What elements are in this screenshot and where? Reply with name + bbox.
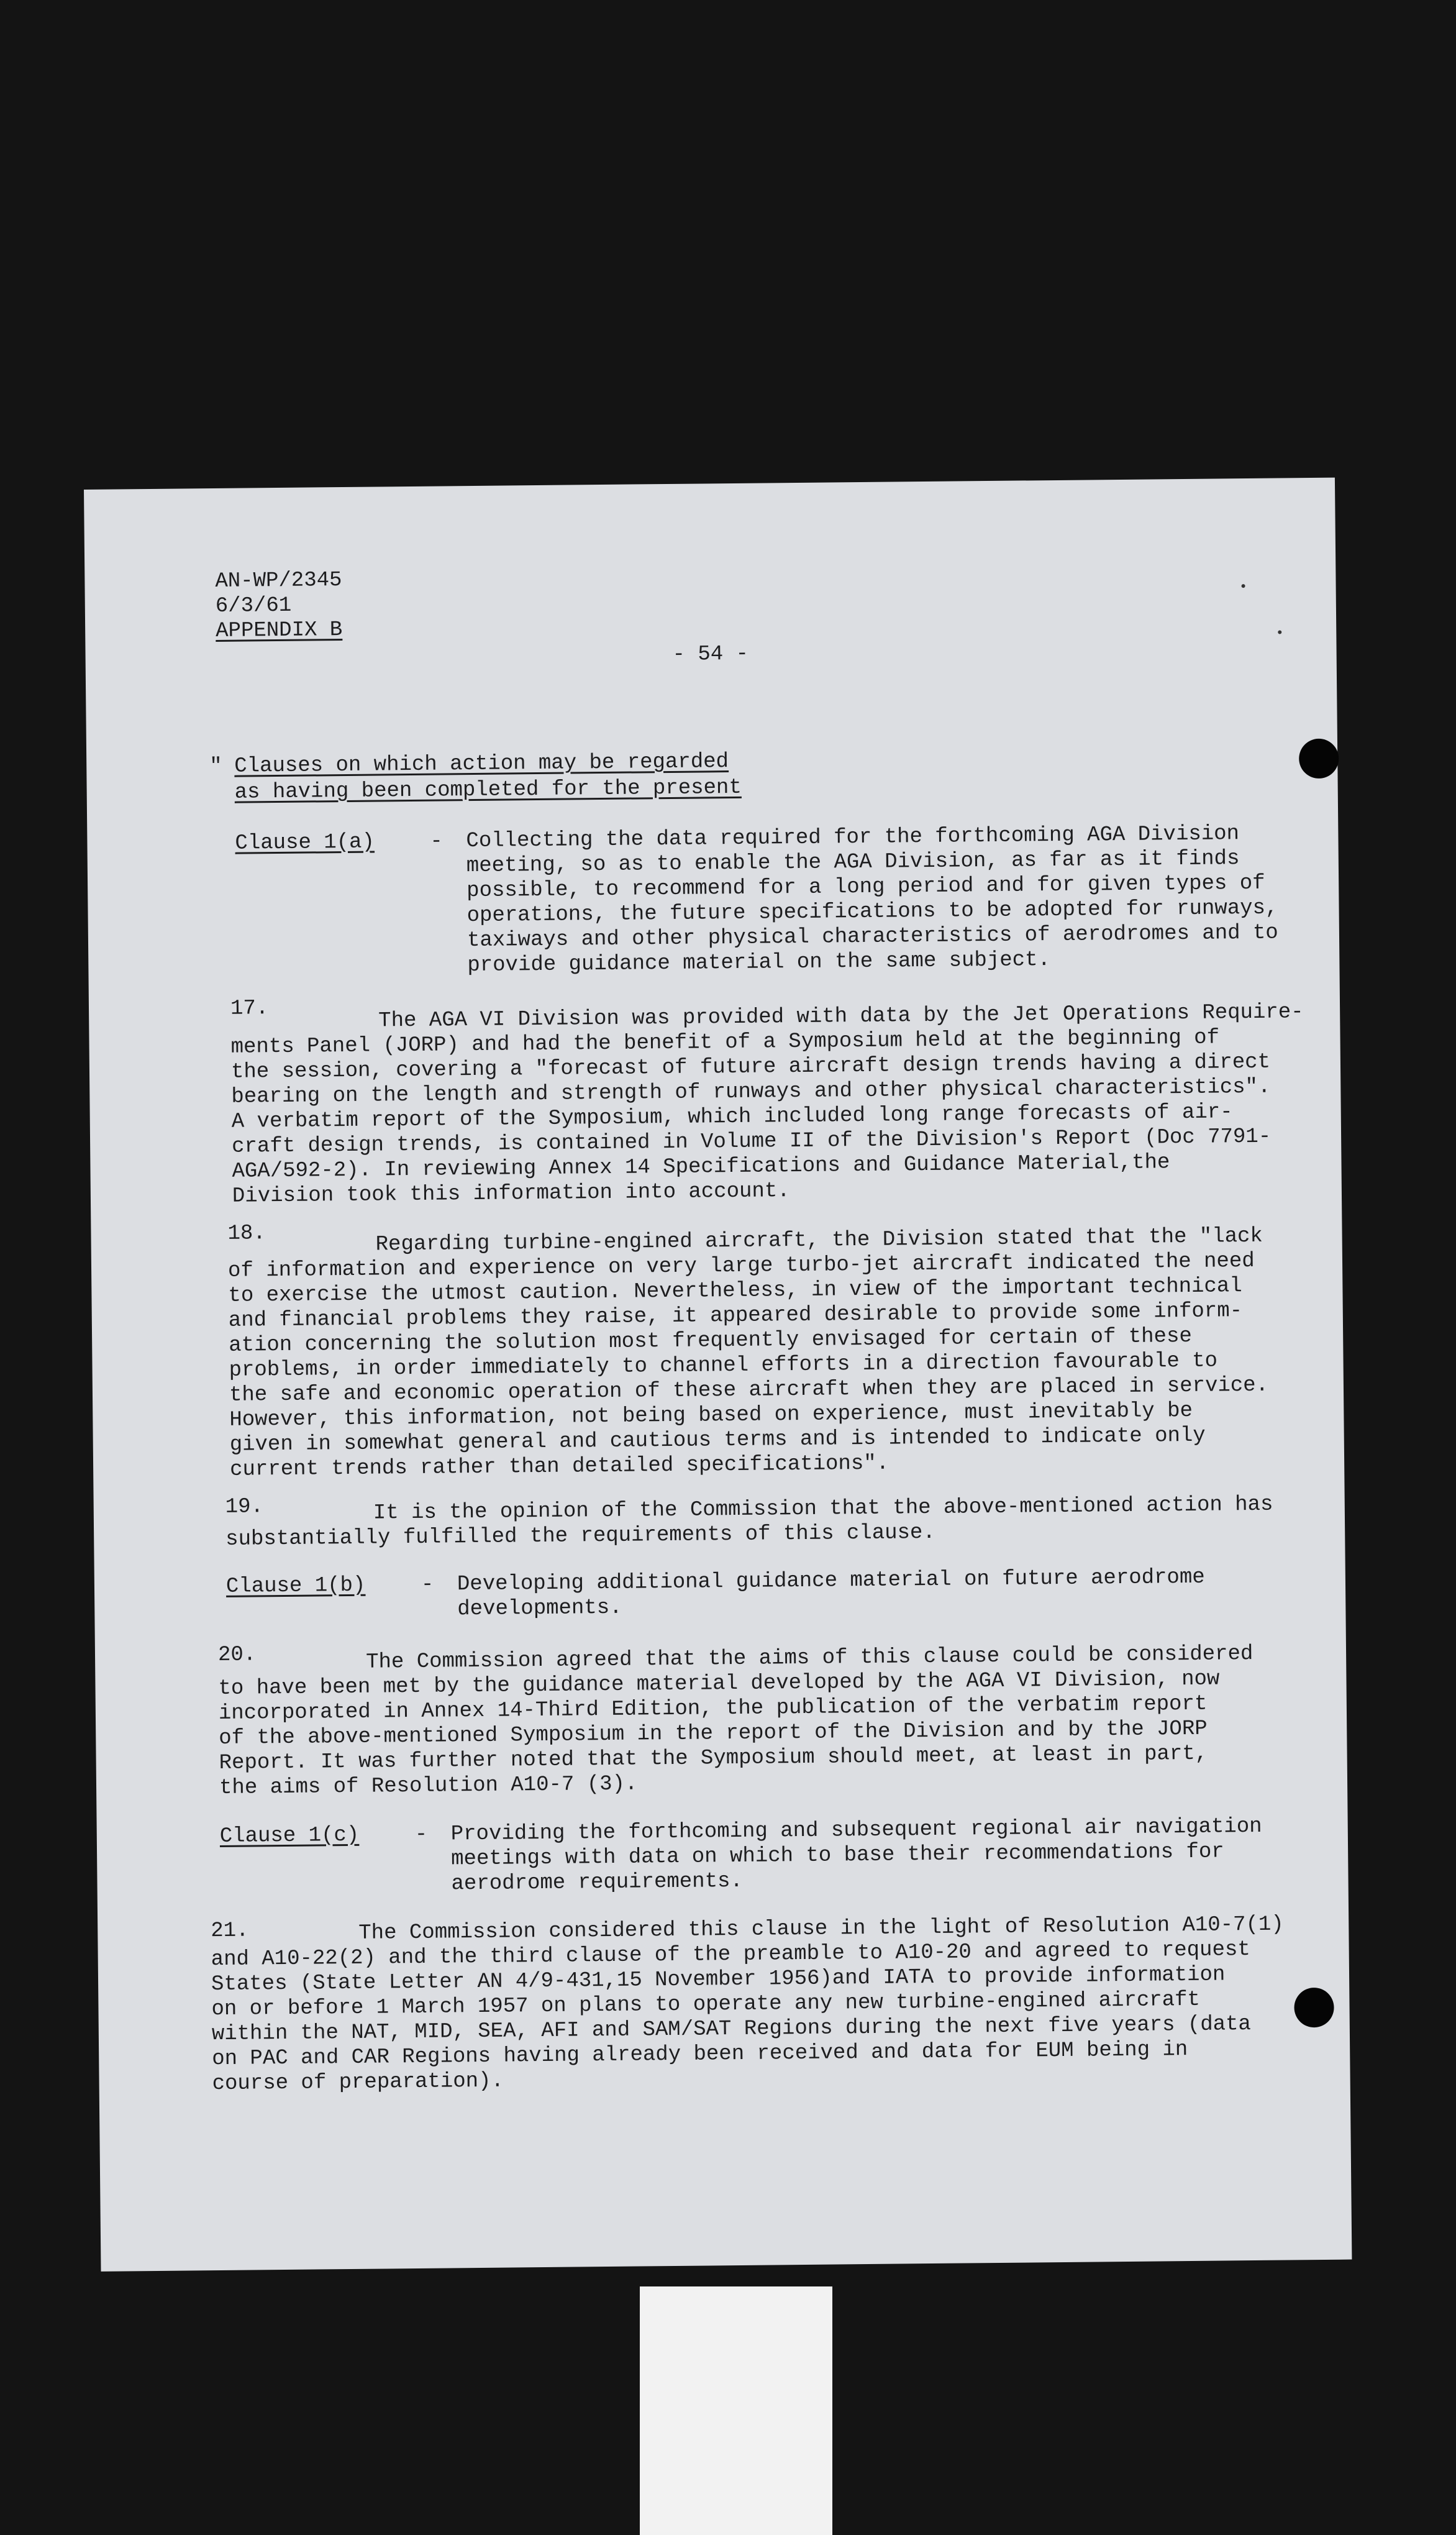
paragraph-18-line: given in somewhat general and cautious terms and is intended to indicate only [229, 1423, 1206, 1457]
paragraph-17-line: Division took this information into account. [232, 1179, 790, 1208]
paragraph-19-number: 19. [225, 1495, 264, 1519]
paragraph-21-line: States (State Letter AN 4/9-431,15 November 1956)and IATA to provide information [211, 1963, 1226, 1997]
paragraph-18-number: 18. [227, 1222, 266, 1246]
paragraph-20-line: of the above-mentioned Symposium in the report of the Division and by the JORP [219, 1717, 1208, 1751]
clause-a-line: possible, to recommend for a long period and for given types of [466, 871, 1265, 903]
clause-b-dash: - [421, 1573, 434, 1597]
clause-a-label: Clause 1(a) [235, 830, 375, 856]
clause-a-line: provide guidance material on the same subject. [467, 948, 1051, 978]
paragraph-17-line: the session, covering a "forecast of future aircraft design trends having a direct [230, 1050, 1271, 1084]
clause-a-line: Collecting the data required for the forthcoming AGA Division [466, 822, 1240, 854]
clause-a-line: operations, the future specifications to be adopted for runways, [466, 896, 1278, 928]
clause-b-line: developments. [457, 1596, 622, 1622]
paragraph-19-line: substantially fulfilled the requirements of this clause. [225, 1520, 935, 1551]
paragraph-18-line: Regarding turbine-engined aircraft, the Division stated that the "lack [375, 1224, 1263, 1257]
clause-b-line: Developing additional guidance material on future aerodrome [457, 1565, 1205, 1597]
punch-hole-bottom [1294, 1988, 1334, 2028]
clause-c-line: Providing the forthcoming and subsequent regional air navigation [450, 1814, 1262, 1847]
paragraph-17-line: ments Panel (JORP) and had the benefit of a Symposium held at the beginning of [230, 1026, 1220, 1059]
paragraph-21-line: on PAC and CAR Regions having already been received and data for EUM being in [212, 2038, 1188, 2071]
clause-a-line: meeting, so as to enable the AGA Division, as far as it finds [466, 847, 1240, 879]
paragraph-20-number: 20. [217, 1643, 257, 1668]
paragraph-21-line: and A10-22(2) and the third clause of the preamble to A10-20 and agreed to request [211, 1938, 1250, 1972]
paragraph-20-line: to have been met by the guidance material developed by the AGA VI Division, now [218, 1667, 1220, 1701]
clause-a-dash: - [430, 829, 444, 854]
appendix-label: APPENDIX B [216, 618, 343, 643]
speck-mark [1242, 584, 1245, 588]
paragraph-18-line: to exercise the utmost caution. Nevertheless, in view of the important technical [228, 1274, 1242, 1308]
paragraph-17-line: A verbatim report of the Symposium, which included long range forecasts of air- [231, 1100, 1233, 1134]
section-title-line-1: Clauses on which action may be regarded [234, 750, 729, 779]
paragraph-18-line: and financial problems they raise, it appeared desirable to provide some inform- [228, 1299, 1243, 1333]
clause-c-label: Clause 1(c) [219, 1823, 360, 1848]
clause-c-dash: - [414, 1822, 428, 1847]
paragraph-21-line: course of preparation). [212, 2069, 504, 2096]
paragraph-19-line: It is the opinion of the Commission that the above-mentioned action has [373, 1492, 1273, 1525]
clause-a-line: taxiways and other physical characteristics of aerodromes and to [466, 921, 1278, 953]
paragraph-18-line: ation concerning the solution most frequently envisaged for certain of these [229, 1324, 1193, 1358]
document-date: 6/3/61 [215, 593, 292, 618]
clause-c-line: aerodrome requirements. [451, 1869, 744, 1896]
paragraph-20-line: The Commission agreed that the aims of this clause could be considered [365, 1642, 1254, 1674]
paragraph-21-number: 21. [211, 1919, 249, 1944]
clause-c-line: meetings with data on which to base their recommendations for [451, 1840, 1224, 1871]
paragraph-17-line: AGA/592-2). In reviewing Annex 14 Specifications and Guidance Material,the [232, 1151, 1170, 1184]
section-title-line-2: as having been completed for the present [234, 775, 742, 805]
page-number: - 54 - [672, 642, 749, 667]
document-reference: AN-WP/2345 [215, 569, 342, 593]
paragraph-17-line: bearing on the length and strength of runways and other physical characteristics". [231, 1075, 1271, 1109]
paragraph-17-line: The AGA VI Division was provided with data by the Jet Operations Require- [378, 1000, 1304, 1033]
paragraph-17-number: 17. [230, 997, 269, 1021]
section-title-quote: " [209, 754, 222, 779]
paragraph-20-line: incorporated in Annex 14-Third Edition, the publication of the verbatim report [218, 1692, 1208, 1726]
paragraph-20-line: Report. It was further noted that the Symposium should meet, at least in part, [219, 1742, 1208, 1776]
punch-hole-top [1299, 739, 1339, 779]
document-page [84, 478, 1352, 2272]
paragraph-21-line: The Commission considered this clause in the light of Resolution A10-7(1) [358, 1912, 1284, 1945]
paragraph-21-line: within the NAT, MID, SEA, AFI and SAM/SAT Regions during the next five years (data [211, 2012, 1252, 2047]
paragraph-18-line: However, this information, not being based on experience, must inevitably be [229, 1399, 1193, 1432]
clause-b-label: Clause 1(b) [225, 1573, 366, 1599]
paragraph-18-line: problems, in order immediately to channel efforts in a direction favourable to [229, 1349, 1218, 1382]
paragraph-20-line: the aims of Resolution A10-7 (3). [219, 1772, 638, 1801]
paragraph-21-line: on or before 1 March 1957 on plans to operate any new turbine-engined aircraft [211, 1988, 1201, 2022]
paragraph-18-line: the safe and economic operation of these aircraft when they are placed in service. [229, 1373, 1269, 1407]
paragraph-18-line: of information and experience on very large turbo-jet aircraft indicated the need [227, 1249, 1255, 1283]
paragraph-18-line: current trends rather than detailed specifications". [229, 1451, 890, 1482]
paper-slip [640, 2286, 832, 2535]
speck-mark [1278, 631, 1281, 634]
paragraph-17-line: craft design trends, is contained in Volume II of the Division's Report (Doc 7791- [231, 1125, 1272, 1159]
